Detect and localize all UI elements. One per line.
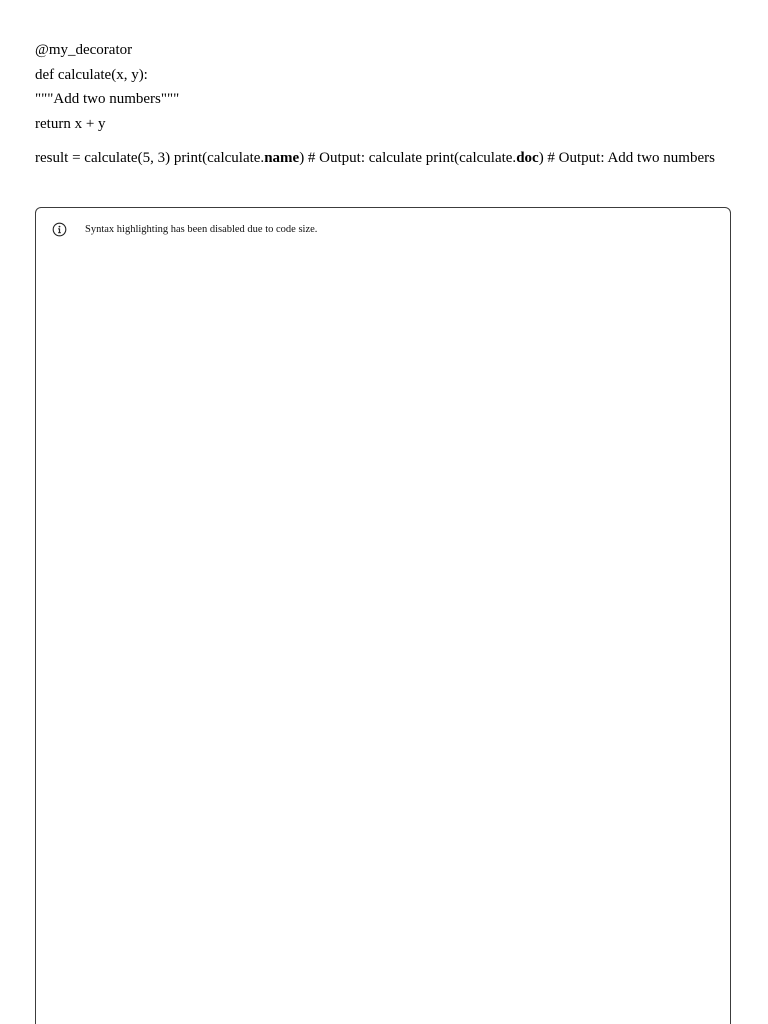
paragraph-text: ) # Output: calculate print(calculate. — [299, 150, 517, 166]
code-line: return x + y — [35, 115, 106, 132]
syntax-notice — [52, 222, 317, 237]
code-line: """Add two numbers""" — [35, 91, 180, 107]
paragraph-text: ) # Output: Add two numbers — [538, 150, 715, 166]
syntax-notice-text: Syntax highlighting has been disabled due to code size. — [85, 224, 318, 235]
info-icon — [52, 222, 67, 237]
paragraph-bold-doc: doc — [516, 150, 539, 166]
result-paragraph — [35, 146, 735, 170]
paragraph-text: result = calculate(5, 3) print(calculate. — [35, 150, 265, 166]
code-line: def calculate(x, y): — [35, 66, 148, 83]
code-line: @my_decorator — [35, 42, 133, 58]
code-block-panel[interactable] — [35, 207, 731, 1024]
code-snippet — [35, 38, 735, 136]
paragraph-bold-name: name — [264, 150, 300, 166]
